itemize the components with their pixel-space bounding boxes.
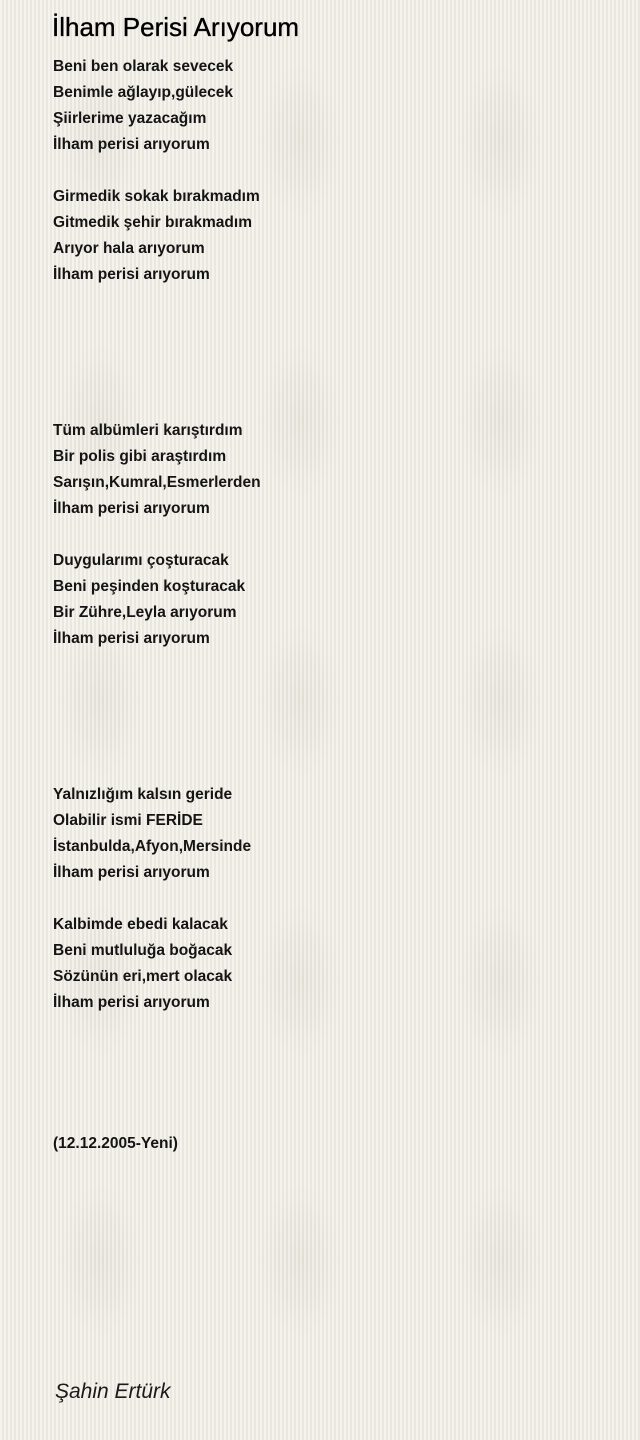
stanza-5	[53, 782, 613, 886]
section-gap	[53, 288, 613, 418]
poem-line: Sarışın,Kumral,Esmerlerden	[53, 474, 261, 491]
stanza-gap	[53, 158, 613, 184]
poem-line: İlham perisi arıyorum	[53, 500, 210, 517]
poem-line: Arıyor hala arıyorum	[53, 240, 205, 257]
poem-author: Şahin Ertürk	[55, 1380, 171, 1403]
poem-line: Bir polis gibi araştırdım	[53, 448, 227, 465]
poem-line: Sözünün eri,mert olacak	[53, 968, 233, 985]
stanza-4	[53, 548, 613, 652]
stanza-6	[53, 912, 613, 1016]
poem-title: İlham Perisi Arıyorum	[52, 12, 300, 42]
poem-line: Bir Zühre,Leyla arıyorum	[53, 604, 237, 621]
poem-line: Girmedik sokak bırakmadım	[53, 188, 260, 205]
poem-line: Tüm albümleri karıştırdım	[53, 422, 243, 439]
stanza-1	[53, 54, 613, 158]
section-gap	[53, 652, 613, 782]
poem-line: Yalnızlığım kalsın geride	[53, 786, 233, 803]
stanza-3	[53, 418, 613, 522]
poem-line: İlham perisi arıyorum	[53, 266, 210, 283]
poem-line: İstanbulda,Afyon,Mersinde	[53, 838, 252, 855]
stanza-gap	[53, 522, 613, 548]
poem-line: Şiirlerime yazacağım	[53, 110, 207, 127]
stanza-2	[53, 184, 613, 288]
poem-line: Benimle ağlayıp,gülecek	[53, 84, 234, 101]
poem-line: İlham perisi arıyorum	[53, 630, 210, 647]
poem-line: İlham perisi arıyorum	[53, 864, 210, 881]
poem-line: İlham perisi arıyorum	[53, 994, 210, 1011]
poem-line: İlham perisi arıyorum	[53, 136, 210, 153]
poem-body	[53, 54, 613, 1016]
stanza-gap	[53, 886, 613, 912]
poem-line: Beni mutluluğa boğacak	[53, 942, 233, 959]
poem-line: Kalbimde ebedi kalacak	[53, 916, 228, 933]
poem-line: Gitmedik şehir bırakmadım	[53, 214, 252, 231]
poem-line: Duygularımı çoşturacak	[53, 552, 229, 569]
poem-line: Beni ben olarak sevecek	[53, 58, 234, 75]
poem-date-note: (12.12.2005-Yeni)	[53, 1135, 178, 1152]
poem-line: Olabilir ismi FERİDE	[53, 812, 203, 829]
poem-line: Beni peşinden koşturacak	[53, 578, 246, 595]
